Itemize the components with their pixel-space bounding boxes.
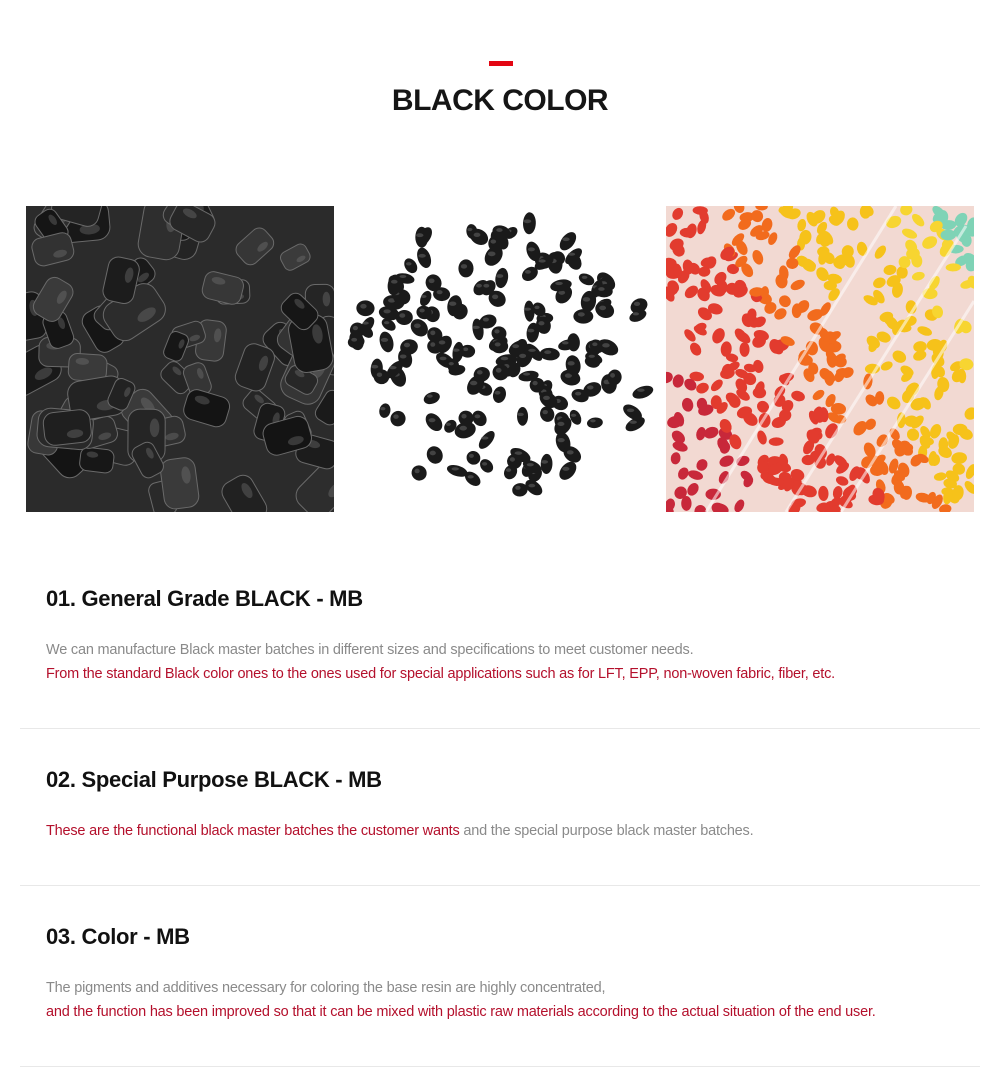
product-gallery [26,206,974,512]
section-general-grade [20,586,980,706]
section-description-rest: and the special purpose black master batches. [459,823,754,839]
section-heading: 01. General Grade BLACK - MB [46,586,363,611]
section-description [46,823,753,839]
section-divider [20,885,980,886]
section-description: We can manufacture Black master batches in different sizes and specifications to meet customer needs. [46,642,694,658]
section-heading: 02. Special Purpose BLACK - MB [46,767,382,792]
page-title: BLACK COLOR [391,84,609,117]
black-pellets-scattered-image [346,206,654,512]
section-description: The pigments and additives necessary for coloring the base resin are highly concentrated, [46,980,606,996]
section-color-mb [20,924,980,1044]
section-divider [20,728,980,729]
color-pellets-tubes-image [666,206,974,512]
section-heading: 03. Color - MB [46,924,190,949]
section-special-purpose [20,767,980,867]
section-highlight: and the function has been improved so that it can be mixed with plastic raw materials according to the actual situation of the end user. [46,1004,876,1020]
section-highlight: These are the functional black master batches the customer wants [46,823,460,839]
title-accent-bar [489,61,513,66]
section-highlight: From the standard Black color ones to the ones used for special applications such as for LFT, EPP, non-woven fabric, fiber, etc. [46,666,835,682]
black-pellets-closeup-image [26,206,334,512]
